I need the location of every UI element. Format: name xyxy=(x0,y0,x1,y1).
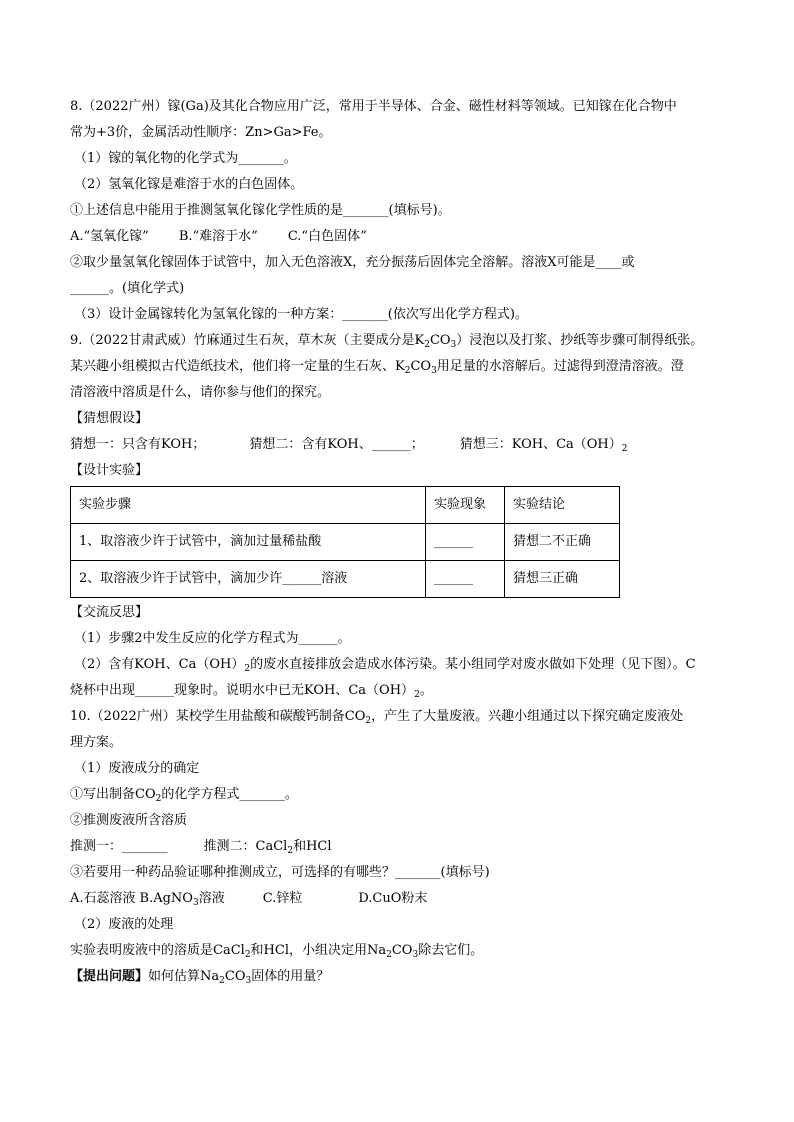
q9-reflection-heading: 【交流反思】 xyxy=(70,605,149,620)
table-header-steps: 实验步骤 xyxy=(71,487,426,524)
q9-hypothesis-heading: 【猜想假设】 xyxy=(70,411,149,426)
q10-guess-2: 推测二：CaCl$_2$和HCl xyxy=(203,839,332,856)
q8-part2-sub1: ①上述信息中能用于推测氢氧化镓化学性质的是_______(填标号)。 xyxy=(70,203,451,218)
q10-guess-1: 推测一：_______ xyxy=(70,839,168,854)
q10-question: 【提出问题】如何估算$Na_2CO_3$固体的用量？ xyxy=(70,969,330,986)
table-cell-phenomenon: ______ xyxy=(426,524,505,561)
q10-option-c: C.锌粒 xyxy=(262,891,303,906)
table-row xyxy=(71,561,620,598)
q10-guesses xyxy=(70,834,730,860)
q9-hypothesis-3: 猜想三：KOH、$Ca(OH)_2$ xyxy=(459,437,628,454)
q8-part2: （2）氢氧化镓是难溶于水的白色固体。 xyxy=(74,177,304,192)
table-cell-phenomenon: ______ xyxy=(426,561,505,598)
q10-line1: 10.（2022广州）某校学生用盐酸和碳酸钙制备$CO_2$，产生了大量废液。兴趣小组通过以下探究确定废液处 xyxy=(70,709,684,726)
q8-part1: （1）镓的氧化物的化学式为_______。 xyxy=(74,151,297,166)
table-header-conclusion: 实验结论 xyxy=(505,487,620,524)
q8-option-b: B.“难溶于水” xyxy=(178,229,258,244)
table-cell-conclusion: 猜想二不正确 xyxy=(505,524,620,561)
q8-option-a: A.“氢氧化镓” xyxy=(70,229,149,244)
q10-option-b: B.AgNO$_3$溶液 xyxy=(139,891,225,908)
q8-part3: （3）设计金属镓转化为氢氧化镓的一种方案：_______(依次写出化学方程式)。 xyxy=(74,307,528,322)
q8-part2-sub2-line2: ______。(填化学式) xyxy=(70,281,185,296)
q8-options xyxy=(70,224,730,250)
q8-line2: 常为+3价，金属活动性顺序：Zn>Ga>Fe。 xyxy=(70,125,332,140)
q10-question-heading: 【提出问题】 xyxy=(70,969,149,984)
q9-line2: 某兴趣小组模拟古代造纸技术，他们将一定量的生石灰、$K_2CO_3$用足量的水溶解后。过滤得到澄清溶液。澄 xyxy=(70,359,684,376)
table-cell-step: 1、取溶液少许于试管中，滴加过量稀盐酸 xyxy=(71,524,426,561)
q9-hypothesis-2: 猜想二：含有KOH、______； xyxy=(249,437,424,452)
worksheet-page xyxy=(70,94,730,990)
table-cell-conclusion: 猜想三正确 xyxy=(505,561,620,598)
q10-line2: 理方案。 xyxy=(70,735,123,750)
q9-hypothesis-1: 猜想一：只含有KOH； xyxy=(70,437,206,452)
q10-option-a: A.石蕊溶液 xyxy=(70,891,136,906)
q10-options xyxy=(70,886,730,912)
experiment-table xyxy=(70,486,620,598)
q10-part1: （1）废液成分的确定 xyxy=(74,761,200,776)
q10-part1-sub3: ③若要用一种药品验证哪种推测成立，可选择的有哪些？_______(填标号) xyxy=(70,865,490,880)
table-cell-step: 2、取溶液少许于试管中，滴加少许______溶液 xyxy=(71,561,426,598)
q8-line1: 8.（2022广州）镓(Ga)及其化合物应用广泛，常用于半导体、合金、磁性材料等领域。已知镓在化合物中 xyxy=(70,99,677,114)
q10-option-d: D.CuO粉末 xyxy=(358,891,428,906)
q8-option-c: C.“白色固体” xyxy=(287,229,367,244)
q9-design-heading: 【设计实验】 xyxy=(70,463,149,478)
q9-hypotheses xyxy=(70,432,730,458)
table-row xyxy=(71,524,620,561)
q9-reflection-2-line2: 烧杯中出现______现象时。说明水中已无KOH、$Ca(OH)_2$。 xyxy=(70,683,433,700)
q9-line3: 清溶液中溶质是什么，请你参与他们的探究。 xyxy=(70,385,331,400)
q9-reflection-2-line1: （2）含有KOH、$Ca(OH)_2$的废水直接排放会造成水体污染。某小组同学对废水做如下处理（见下图）。C xyxy=(74,657,696,674)
table-header-phenomena: 实验现象 xyxy=(426,487,505,524)
q10-part1-sub1: ①写出制备$CO_2$的化学方程式_______。 xyxy=(70,787,298,804)
q9-line1: 9.（2022甘肃武威）竹麻通过生石灰，草木灰（主要成分是$K_2CO_3$）浸泡以及打浆、抄纸等步骤可制得纸张。 xyxy=(70,333,704,350)
q10-part2-text: 实验表明废液中的溶质是CaCl$_2$和HCl，小组决定用$Na_2CO_3$除去它们。 xyxy=(70,943,484,960)
q9-reflection-1: （1）步骤2中发生反应的化学方程式为______。 xyxy=(74,631,351,646)
q10-part2: （2）废液的处理 xyxy=(74,917,174,932)
q8-part2-sub2-line1: ②取少量氢氧化镓固体于试管中，加入无色溶液X，充分振荡后固体完全溶解。溶液X可能是____或 xyxy=(70,255,635,270)
q10-part1-sub2: ②推测废液所含溶质 xyxy=(70,813,188,828)
table-header-row xyxy=(71,487,620,524)
